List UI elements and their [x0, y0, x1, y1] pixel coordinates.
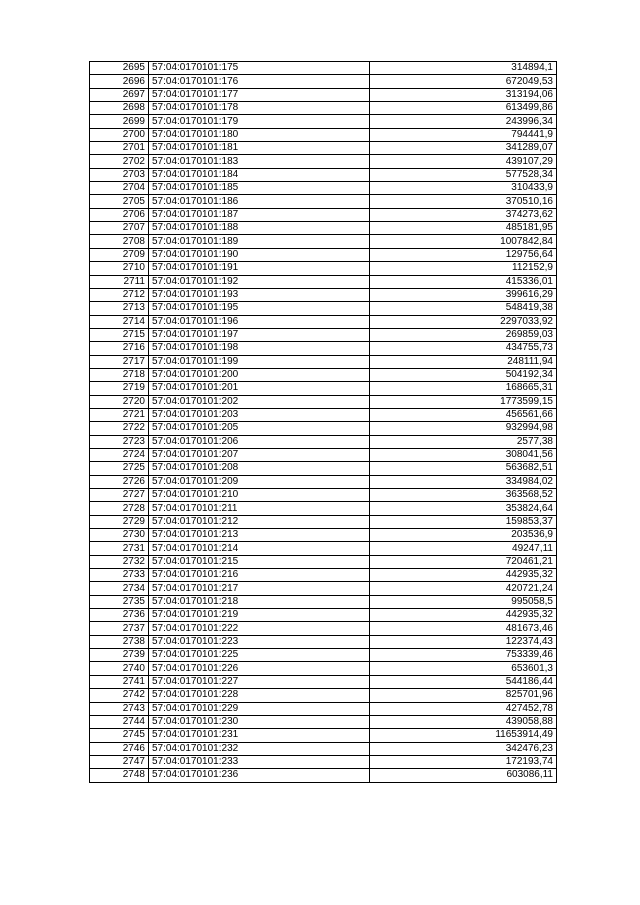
cadastral-number-cell: 57:04:0170101:184: [149, 168, 370, 181]
cadastral-number-cell: 57:04:0170101:201: [149, 382, 370, 395]
table-row: [90, 382, 557, 395]
row-number-cell: 2731: [90, 542, 149, 555]
table-row: [90, 742, 557, 755]
value-cell: 415336,01: [370, 275, 557, 288]
table-row: [90, 475, 557, 488]
row-number-cell: 2709: [90, 248, 149, 261]
cadastral-number-cell: 57:04:0170101:228: [149, 689, 370, 702]
cadastral-number-cell: 57:04:0170101:219: [149, 609, 370, 622]
cadastral-number-cell: 57:04:0170101:236: [149, 769, 370, 782]
cadastral-number-cell: 57:04:0170101:188: [149, 222, 370, 235]
cadastral-number-cell: 57:04:0170101:200: [149, 368, 370, 381]
row-number-cell: 2697: [90, 88, 149, 101]
table-row: [90, 555, 557, 568]
table-row: [90, 529, 557, 542]
cadastral-number-cell: 57:04:0170101:207: [149, 448, 370, 461]
value-cell: 122374,43: [370, 635, 557, 648]
table-row: [90, 729, 557, 742]
table-row: [90, 715, 557, 728]
value-cell: 1007842,84: [370, 235, 557, 248]
table-row: [90, 462, 557, 475]
table-row: [90, 315, 557, 328]
cadastral-number-cell: 57:04:0170101:226: [149, 662, 370, 675]
row-number-cell: 2710: [90, 262, 149, 275]
row-number-cell: 2728: [90, 502, 149, 515]
table-row: [90, 75, 557, 88]
cadastral-number-cell: 57:04:0170101:198: [149, 342, 370, 355]
table-row: [90, 328, 557, 341]
row-number-cell: 2745: [90, 729, 149, 742]
value-cell: 203536,9: [370, 529, 557, 542]
value-cell: 613499,86: [370, 102, 557, 115]
table-row: [90, 435, 557, 448]
value-cell: 439058,88: [370, 715, 557, 728]
row-number-cell: 2703: [90, 168, 149, 181]
cadastral-number-cell: 57:04:0170101:179: [149, 115, 370, 128]
row-number-cell: 2698: [90, 102, 149, 115]
row-number-cell: 2701: [90, 142, 149, 155]
row-number-cell: 2726: [90, 475, 149, 488]
row-number-cell: 2707: [90, 222, 149, 235]
table-row: [90, 675, 557, 688]
row-number-cell: 2702: [90, 155, 149, 168]
row-number-cell: 2742: [90, 689, 149, 702]
row-number-cell: 2715: [90, 328, 149, 341]
row-number-cell: 2747: [90, 755, 149, 768]
row-number-cell: 2730: [90, 529, 149, 542]
cadastral-number-cell: 57:04:0170101:195: [149, 302, 370, 315]
table-row: [90, 155, 557, 168]
value-cell: 168665,31: [370, 382, 557, 395]
table-row: [90, 368, 557, 381]
cadastral-value-table: [89, 61, 557, 783]
value-cell: 399616,29: [370, 288, 557, 301]
cadastral-number-cell: 57:04:0170101:230: [149, 715, 370, 728]
value-cell: 172193,74: [370, 755, 557, 768]
value-cell: 672049,53: [370, 75, 557, 88]
value-cell: 49247,11: [370, 542, 557, 555]
cadastral-number-cell: 57:04:0170101:210: [149, 489, 370, 502]
value-cell: 995058,5: [370, 595, 557, 608]
table-row: [90, 502, 557, 515]
table-row: [90, 288, 557, 301]
table-row: [90, 128, 557, 141]
row-number-cell: 2724: [90, 448, 149, 461]
row-number-cell: 2739: [90, 649, 149, 662]
cadastral-number-cell: 57:04:0170101:197: [149, 328, 370, 341]
row-number-cell: 2719: [90, 382, 149, 395]
value-cell: 11653914,49: [370, 729, 557, 742]
table-row: [90, 195, 557, 208]
table-row: [90, 208, 557, 221]
cadastral-number-cell: 57:04:0170101:232: [149, 742, 370, 755]
table-row: [90, 542, 557, 555]
table-row: [90, 489, 557, 502]
row-number-cell: 2729: [90, 515, 149, 528]
value-cell: 363568,52: [370, 489, 557, 502]
row-number-cell: 2727: [90, 489, 149, 502]
value-cell: 313194,06: [370, 88, 557, 101]
cadastral-number-cell: 57:04:0170101:217: [149, 582, 370, 595]
row-number-cell: 2711: [90, 275, 149, 288]
cadastral-number-cell: 57:04:0170101:227: [149, 675, 370, 688]
value-cell: 112152,9: [370, 262, 557, 275]
table-row: [90, 649, 557, 662]
value-cell: 243996,34: [370, 115, 557, 128]
cadastral-number-cell: 57:04:0170101:231: [149, 729, 370, 742]
row-number-cell: 2721: [90, 408, 149, 421]
cadastral-number-cell: 57:04:0170101:218: [149, 595, 370, 608]
table-row: [90, 609, 557, 622]
value-cell: 932994,98: [370, 422, 557, 435]
value-cell: 1773599,15: [370, 395, 557, 408]
cadastral-number-cell: 57:04:0170101:175: [149, 62, 370, 75]
table-row: [90, 168, 557, 181]
value-cell: 439107,29: [370, 155, 557, 168]
row-number-cell: 2738: [90, 635, 149, 648]
cadastral-number-cell: 57:04:0170101:211: [149, 502, 370, 515]
value-cell: 370510,16: [370, 195, 557, 208]
table-row: [90, 302, 557, 315]
value-cell: 341289,07: [370, 142, 557, 155]
value-cell: 577528,34: [370, 168, 557, 181]
value-cell: 456561,66: [370, 408, 557, 421]
row-number-cell: 2748: [90, 769, 149, 782]
row-number-cell: 2736: [90, 609, 149, 622]
table-row: [90, 142, 557, 155]
table-row: [90, 769, 557, 782]
row-number-cell: 2741: [90, 675, 149, 688]
row-number-cell: 2695: [90, 62, 149, 75]
cadastral-number-cell: 57:04:0170101:183: [149, 155, 370, 168]
cadastral-number-cell: 57:04:0170101:178: [149, 102, 370, 115]
row-number-cell: 2712: [90, 288, 149, 301]
table-row: [90, 182, 557, 195]
table-row: [90, 248, 557, 261]
table-row: [90, 689, 557, 702]
value-cell: 504192,34: [370, 368, 557, 381]
cadastral-number-cell: 57:04:0170101:222: [149, 622, 370, 635]
cadastral-number-cell: 57:04:0170101:215: [149, 555, 370, 568]
cadastral-number-cell: 57:04:0170101:185: [149, 182, 370, 195]
table-row: [90, 102, 557, 115]
table-row: [90, 342, 557, 355]
value-cell: 2297033,92: [370, 315, 557, 328]
value-cell: 420721,24: [370, 582, 557, 595]
row-number-cell: 2708: [90, 235, 149, 248]
value-cell: 485181,95: [370, 222, 557, 235]
row-number-cell: 2700: [90, 128, 149, 141]
table-body: [90, 62, 557, 783]
table-row: [90, 355, 557, 368]
value-cell: 548419,38: [370, 302, 557, 315]
value-cell: 314894,1: [370, 62, 557, 75]
row-number-cell: 2732: [90, 555, 149, 568]
cadastral-number-cell: 57:04:0170101:187: [149, 208, 370, 221]
cadastral-number-cell: 57:04:0170101:206: [149, 435, 370, 448]
row-number-cell: 2746: [90, 742, 149, 755]
value-cell: 427452,78: [370, 702, 557, 715]
value-cell: 481673,46: [370, 622, 557, 635]
value-cell: 603086,11: [370, 769, 557, 782]
value-cell: 308041,56: [370, 448, 557, 461]
value-cell: 310433,9: [370, 182, 557, 195]
value-cell: 563682,51: [370, 462, 557, 475]
table-row: [90, 235, 557, 248]
value-cell: 2577,38: [370, 435, 557, 448]
value-cell: 753339,46: [370, 649, 557, 662]
table-row: [90, 115, 557, 128]
table-row: [90, 395, 557, 408]
cadastral-number-cell: 57:04:0170101:176: [149, 75, 370, 88]
value-cell: 248111,94: [370, 355, 557, 368]
value-cell: 794441,9: [370, 128, 557, 141]
value-cell: 825701,96: [370, 689, 557, 702]
cadastral-number-cell: 57:04:0170101:213: [149, 529, 370, 542]
table-row: [90, 595, 557, 608]
value-cell: 544186,44: [370, 675, 557, 688]
row-number-cell: 2706: [90, 208, 149, 221]
cadastral-number-cell: 57:04:0170101:181: [149, 142, 370, 155]
table-row: [90, 222, 557, 235]
cadastral-number-cell: 57:04:0170101:199: [149, 355, 370, 368]
value-cell: 653601,3: [370, 662, 557, 675]
cadastral-number-cell: 57:04:0170101:223: [149, 635, 370, 648]
cadastral-number-cell: 57:04:0170101:189: [149, 235, 370, 248]
row-number-cell: 2699: [90, 115, 149, 128]
row-number-cell: 2725: [90, 462, 149, 475]
value-cell: 129756,64: [370, 248, 557, 261]
table-row: [90, 582, 557, 595]
cadastral-number-cell: 57:04:0170101:180: [149, 128, 370, 141]
cadastral-number-cell: 57:04:0170101:225: [149, 649, 370, 662]
row-number-cell: 2743: [90, 702, 149, 715]
value-cell: 269859,03: [370, 328, 557, 341]
value-cell: 342476,23: [370, 742, 557, 755]
table-row: [90, 275, 557, 288]
cadastral-number-cell: 57:04:0170101:191: [149, 262, 370, 275]
value-cell: 442935,32: [370, 609, 557, 622]
cadastral-number-cell: 57:04:0170101:208: [149, 462, 370, 475]
cadastral-number-cell: 57:04:0170101:177: [149, 88, 370, 101]
row-number-cell: 2704: [90, 182, 149, 195]
cadastral-number-cell: 57:04:0170101:193: [149, 288, 370, 301]
table-row: [90, 702, 557, 715]
cadastral-number-cell: 57:04:0170101:192: [149, 275, 370, 288]
row-number-cell: 2716: [90, 342, 149, 355]
cadastral-number-cell: 57:04:0170101:233: [149, 755, 370, 768]
table-row: [90, 422, 557, 435]
table-row: [90, 622, 557, 635]
table-row: [90, 662, 557, 675]
table-row: [90, 408, 557, 421]
row-number-cell: 2696: [90, 75, 149, 88]
row-number-cell: 2744: [90, 715, 149, 728]
value-cell: 159853,37: [370, 515, 557, 528]
table-row: [90, 448, 557, 461]
row-number-cell: 2722: [90, 422, 149, 435]
row-number-cell: 2714: [90, 315, 149, 328]
table-row: [90, 88, 557, 101]
value-cell: 720461,21: [370, 555, 557, 568]
row-number-cell: 2723: [90, 435, 149, 448]
table-row: [90, 569, 557, 582]
row-number-cell: 2734: [90, 582, 149, 595]
cadastral-number-cell: 57:04:0170101:186: [149, 195, 370, 208]
row-number-cell: 2717: [90, 355, 149, 368]
cadastral-number-cell: 57:04:0170101:212: [149, 515, 370, 528]
table-row: [90, 62, 557, 75]
value-cell: 374273,62: [370, 208, 557, 221]
table-row: [90, 515, 557, 528]
cadastral-number-cell: 57:04:0170101:190: [149, 248, 370, 261]
row-number-cell: 2737: [90, 622, 149, 635]
row-number-cell: 2735: [90, 595, 149, 608]
cadastral-number-cell: 57:04:0170101:209: [149, 475, 370, 488]
row-number-cell: 2733: [90, 569, 149, 582]
cadastral-number-cell: 57:04:0170101:205: [149, 422, 370, 435]
table-row: [90, 262, 557, 275]
cadastral-number-cell: 57:04:0170101:202: [149, 395, 370, 408]
table-row: [90, 635, 557, 648]
cadastral-number-cell: 57:04:0170101:216: [149, 569, 370, 582]
row-number-cell: 2713: [90, 302, 149, 315]
row-number-cell: 2705: [90, 195, 149, 208]
value-cell: 434755,73: [370, 342, 557, 355]
row-number-cell: 2718: [90, 368, 149, 381]
cadastral-number-cell: 57:04:0170101:196: [149, 315, 370, 328]
row-number-cell: 2720: [90, 395, 149, 408]
row-number-cell: 2740: [90, 662, 149, 675]
cadastral-number-cell: 57:04:0170101:214: [149, 542, 370, 555]
value-cell: 334984,02: [370, 475, 557, 488]
value-cell: 353824,64: [370, 502, 557, 515]
cadastral-number-cell: 57:04:0170101:229: [149, 702, 370, 715]
table-row: [90, 755, 557, 768]
cadastral-number-cell: 57:04:0170101:203: [149, 408, 370, 421]
value-cell: 442935,32: [370, 569, 557, 582]
